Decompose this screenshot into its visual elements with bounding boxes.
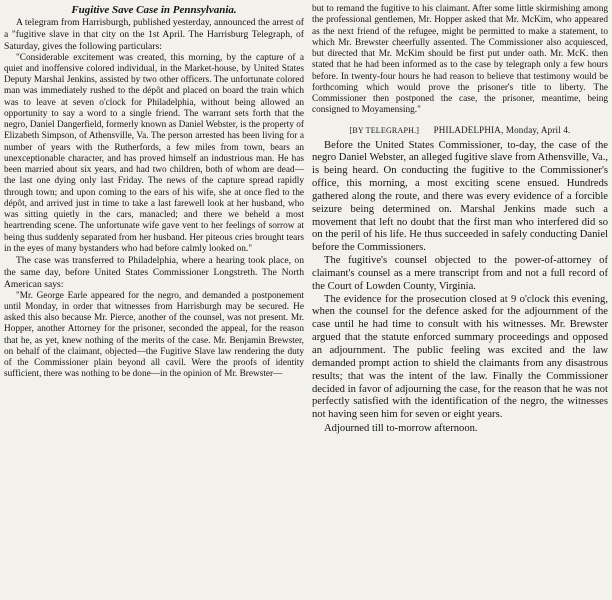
paragraph-hearing: Before the United States Commissioner, to-day, the case of the negro Daniel Webster, an alleged fugitive slave from Athensville, Va., is being heard. On conducting the fugitive to the Commissioner's office, this morning, a most exciting scene ensued. Hundreds gathered along the route, and there was every evidence of a forcible seizure being determined on. Marshal Jenkins made such a movement that left no doubt that the first man who interfered did so on the peril of his life. He thus succeeded in safely conducting Daniel before the Commissioners.: [312, 139, 608, 254]
paragraph-objection: The fugitive's counsel objected to the power-of-attorney of claimant's counsel as a mere transcript from and not a full record of the Court of Lowden County, Virginia.: [312, 255, 608, 292]
left-column: [4, 4, 304, 381]
paragraph-evidence: The evidence for the prosecution closed at 9 o'clock this evening, when the counsel for the defence asked for the adjournment of the case until he had time to consult with his witnesses. Mr. Brewster argued that the statute enforced summary proceedings and opposed an adjournment. The public feeling was excited and the law demanded prompt action to shield the claimants from any disastrous results; that was the intent of the law. Finally the Commissioner decided in favor of adjourning the case, for the reason that he was not perfectly satisfied with the identification of the negro, the witnesses not having seen him for seven or eight years.: [312, 293, 608, 421]
article-title: Fugitive Save Case in Pennsylvania.: [71, 4, 237, 16]
paragraph-transfer: The case was transferred to Philadelphia, where a hearing took place, on the same day, before United States Commissioner Longstreth. The North American says:: [4, 255, 304, 290]
paragraph-quote-continued: but to remand the fugitive to his claimant. After some little skirmishing among the professional gentlemen, Mr. Hopper asked that Mr. McKim, who appeared as the next friend of the refugee, might be permitted to make a statement, to which Mr. Brewster cheerfully assented. The Commissioner also acquiesced, but directed that Mr. McKim should be first put under oath. Mr. McK. then stated that he had been informed as to the case by telegraph only a few hours before. In twenty-four hours he had reason to believe that testimony would be forthcoming which would prove the prisoner's title to liberty. The Commissioner then postponed the case, the prisoner, meantime, being consigned to Moyamensing.": [312, 4, 608, 116]
paragraph-adjourned: Adjourned till to-morrow afternoon.: [324, 423, 478, 435]
dateline-text: PHILADELPHIA, Monday, April 4.: [433, 124, 571, 135]
dateline: [312, 123, 608, 138]
telegraph-report: [312, 140, 608, 436]
paragraph-intro: A telegram from Harrisburgh, published yesterday, announced the arrest of a "fugitive slave in that city on the 1st April. The Harrisburg Telegraph, of Saturday, gives the following particulars:: [4, 17, 304, 52]
paragraph-telegraph-quote: "Considerable excitement was created, this morning, by the capture of a quiet and inoffensive colored individual, in the Market-house, by United States Deputy Marshal Jenkins, assisted by two other officers. The unfortunate colored man was immediately rushed to the dépôt and placed on board the train which was to leave at seven o'clock for Philadelphia, without being allowed an opportunity to say a word to a single friend. The warrant sets forth that the negro, Daniel Dangerfield, formerly known as Daniel Webster, is the property of Elizabeth Simpson, of Athensville, Va. The person arrested has been living for a number of years with the Rutherfords, a few miles from town, bears an unexceptionable character, and has proved himself an industrious man. He has been married about six years, and had two children, both of whom are dead—the last one dying only last Friday. The news of the capture spread rapidly through town; and upon coming to the ears of his wife, she at once fled to the dépôt, and arrived just in time to take a last farewell look at her husband, who was sitting quietly in the cars, manacled; and there we beheld a most heartrending scene. The unfortunate wife gave vent to her feelings of sorrow at being thus suddenly separated from her husband. Her piteous cries brought tears in the eyes of many bystanders who had before calmly looked on.": [4, 52, 304, 254]
telegraph-tag: [BY TELEGRAPH.]: [349, 125, 420, 135]
right-column: [312, 4, 608, 436]
paragraph-north-american-quote: "Mr. George Earle appeared for the negro, and demanded a postponement until Monday, in order that witnesses from Harrisburgh may be secured. He asked this also because Mr. Pierce, another of the counsel, was not present. Mr. Hopper, another Attorney for the prisoner, seconded the appeal, for the reason that he, as yet, knew nothing of the merits of the case. Mr. Benjamin Brewster, on behalf of the claimant, objected—the Fugitive Slave law rendering the duty of the Commissioner plain beyond all cavil. Were the proofs of identity sufficient, there was nothing to be done—in the opinion of Mr. Brewster—: [4, 290, 304, 380]
